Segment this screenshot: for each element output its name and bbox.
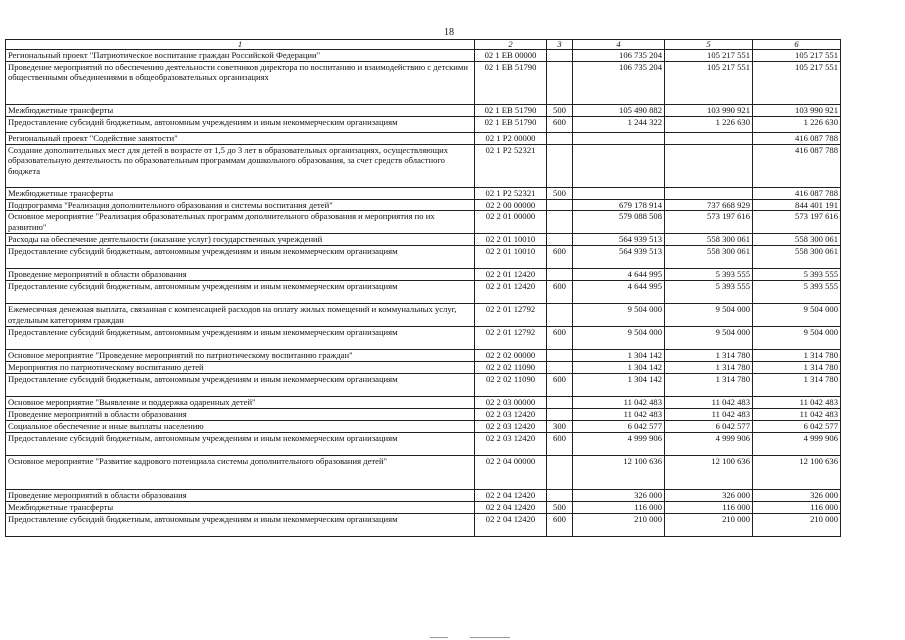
cell-name: Проведение мероприятий в области образования: [6, 490, 475, 502]
cell-name: Межбюджетные трансферты: [6, 187, 475, 199]
cell-type: [547, 50, 573, 62]
cell-year3: 558 300 061: [753, 246, 841, 269]
cell-code: 02 2 01 10010: [475, 234, 547, 246]
table-row: [6, 327, 841, 350]
cell-year1: 106 735 204: [573, 61, 665, 104]
cell-year3: 210 000: [753, 513, 841, 536]
cell-year1: 9 504 000: [573, 304, 665, 327]
table-row: [6, 50, 841, 62]
cell-name: Проведение мероприятий в области образования: [6, 269, 475, 281]
cell-name: Предоставление субсидий бюджетным, автономным учреждениям и иным некоммерческим организациям: [6, 281, 475, 304]
cell-year1: 1 304 142: [573, 350, 665, 362]
cell-year1: 4 644 995: [573, 269, 665, 281]
cell-type: [547, 362, 573, 374]
cell-code: 02 2 03 12420: [475, 409, 547, 421]
cell-type: 600: [547, 116, 573, 132]
table-row: [6, 281, 841, 304]
cell-year3: 416 087 788: [753, 144, 841, 187]
cell-year2: 6 042 577: [665, 421, 753, 433]
cell-year2: 558 300 061: [665, 246, 753, 269]
cell-name: Предоставление субсидий бюджетным, автономным учреждениям и иным некоммерческим организациям: [6, 433, 475, 456]
cell-code: 02 2 00 00000: [475, 199, 547, 211]
budget-table: [5, 39, 841, 537]
cell-type: 600: [547, 433, 573, 456]
cell-name: Основное мероприятие "Реализация образовательных программ дополнительного образования и мероприятия по их развитию": [6, 211, 475, 234]
cell-year1: 1 304 142: [573, 362, 665, 374]
cell-year3: 105 217 551: [753, 50, 841, 62]
table-row: [6, 513, 841, 536]
cell-year1: 11 042 483: [573, 397, 665, 409]
table-row: [6, 456, 841, 490]
cell-type: 500: [547, 187, 573, 199]
cell-type: [547, 234, 573, 246]
table-row: [6, 490, 841, 502]
cell-year2: 1 314 780: [665, 374, 753, 397]
cell-name: Межбюджетные трансферты: [6, 104, 475, 116]
cell-year2: 116 000: [665, 501, 753, 513]
cell-name: Расходы на обеспечение деятельности (оказание услуг) государственных учреждений: [6, 234, 475, 246]
cell-type: 600: [547, 374, 573, 397]
cell-year3: 416 087 788: [753, 132, 841, 144]
cell-year3: 105 217 551: [753, 61, 841, 104]
table-row: [6, 501, 841, 513]
cell-type: 300: [547, 421, 573, 433]
cell-code: 02 2 02 11090: [475, 362, 547, 374]
cell-name: Региональный проект "Содействие занятости": [6, 132, 475, 144]
cell-type: 600: [547, 327, 573, 350]
cell-name: Предоставление субсидий бюджетным, автономным учреждениям и иным некоммерческим организациям: [6, 374, 475, 397]
cell-name: Предоставление субсидий бюджетным, автономным учреждениям и иным некоммерческим организациям: [6, 116, 475, 132]
cell-code: 02 2 04 00000: [475, 456, 547, 490]
cell-code: 02 2 02 00000: [475, 350, 547, 362]
cell-type: [547, 211, 573, 234]
cell-type: [547, 144, 573, 187]
cell-code: 02 2 01 12792: [475, 304, 547, 327]
cell-year2: 103 990 921: [665, 104, 753, 116]
cell-year1: [573, 144, 665, 187]
cell-year1: 4 999 906: [573, 433, 665, 456]
cell-name: Основное мероприятие "Развитие кадрового потенциала системы дополнительного образования детей": [6, 456, 475, 490]
cell-name: Мероприятия по патриотическому воспитанию детей: [6, 362, 475, 374]
cell-type: [547, 397, 573, 409]
cell-type: [547, 61, 573, 104]
cell-year3: 1 314 780: [753, 362, 841, 374]
cell-name: Межбюджетные трансферты: [6, 501, 475, 513]
cell-name: Проведение мероприятий в области образования: [6, 409, 475, 421]
table-row: [6, 374, 841, 397]
cell-year1: 9 504 000: [573, 327, 665, 350]
table-row: [6, 234, 841, 246]
cell-code: 02 2 01 12420: [475, 281, 547, 304]
cell-year2: 5 393 555: [665, 269, 753, 281]
cell-year1: 4 644 995: [573, 281, 665, 304]
col-header-code: 2: [475, 40, 547, 50]
cell-year3: 11 042 483: [753, 409, 841, 421]
table-row: [6, 397, 841, 409]
table-row: [6, 421, 841, 433]
cell-type: [547, 456, 573, 490]
table-row: [6, 132, 841, 144]
cell-year3: 326 000: [753, 490, 841, 502]
cell-name: Предоставление субсидий бюджетным, автономным учреждениям и иным некоммерческим организациям: [6, 513, 475, 536]
cell-year3: 11 042 483: [753, 397, 841, 409]
cell-year3: 5 393 555: [753, 269, 841, 281]
cell-type: [547, 304, 573, 327]
table-row: [6, 433, 841, 456]
cell-year2: [665, 144, 753, 187]
cell-year3: 6 042 577: [753, 421, 841, 433]
table-row: [6, 199, 841, 211]
table-row: [6, 104, 841, 116]
cell-year1: 1 304 142: [573, 374, 665, 397]
cell-name: Основное мероприятие "Проведение мероприятий по патриотическому воспитанию граждан": [6, 350, 475, 362]
cell-year2: 1 226 630: [665, 116, 753, 132]
table-row: [6, 116, 841, 132]
table-row: [6, 304, 841, 327]
cell-year2: 1 314 780: [665, 350, 753, 362]
cell-type: [547, 269, 573, 281]
cell-name: Проведение мероприятий по обеспечению деятельности советников директора по воспитанию и взаимодействию с детскими общественными объединениями в общеобразовательных организациях: [6, 61, 475, 104]
cell-year3: 416 087 788: [753, 187, 841, 199]
header-row: [6, 40, 841, 50]
col-header-year3: 6: [753, 40, 841, 50]
cell-code: 02 1 P2 52321: [475, 187, 547, 199]
cell-name: Подпрограмма "Реализация дополнительного образования и системы воспитания детей": [6, 199, 475, 211]
cell-code: 02 2 03 12420: [475, 433, 547, 456]
scan-edge-marks: [0, 636, 905, 640]
cell-year1: 12 100 636: [573, 456, 665, 490]
cell-year2: 4 999 906: [665, 433, 753, 456]
page-number: 18: [444, 27, 454, 38]
cell-year3: 12 100 636: [753, 456, 841, 490]
cell-year3: 844 401 191: [753, 199, 841, 211]
cell-type: [547, 132, 573, 144]
cell-code: 02 1 EB 51790: [475, 61, 547, 104]
cell-year1: 579 088 508: [573, 211, 665, 234]
cell-year3: 573 197 616: [753, 211, 841, 234]
cell-year3: 1 314 780: [753, 350, 841, 362]
cell-code: 02 2 01 10010: [475, 246, 547, 269]
cell-year2: 5 393 555: [665, 281, 753, 304]
cell-year1: 106 735 204: [573, 50, 665, 62]
cell-name: Региональный проект "Патриотическое воспитание граждан Российской Федерации": [6, 50, 475, 62]
table-row: [6, 144, 841, 187]
col-header-name: 1: [6, 40, 475, 50]
cell-year1: [573, 132, 665, 144]
cell-year1: 564 939 513: [573, 246, 665, 269]
cell-year3: 1 314 780: [753, 374, 841, 397]
table-row: [6, 187, 841, 199]
cell-year2: 573 197 616: [665, 211, 753, 234]
cell-code: 02 1 EB 51790: [475, 116, 547, 132]
cell-code: 02 2 03 00000: [475, 397, 547, 409]
cell-type: [547, 409, 573, 421]
cell-type: 500: [547, 501, 573, 513]
cell-year1: 105 490 882: [573, 104, 665, 116]
cell-code: 02 2 01 12420: [475, 269, 547, 281]
cell-code: 02 2 04 12420: [475, 490, 547, 502]
cell-year2: 12 100 636: [665, 456, 753, 490]
cell-name: Предоставление субсидий бюджетным, автономным учреждениям и иным некоммерческим организациям: [6, 246, 475, 269]
cell-code: 02 2 02 11090: [475, 374, 547, 397]
cell-code: 02 1 P2 00000: [475, 132, 547, 144]
cell-type: 600: [547, 281, 573, 304]
cell-year1: 326 000: [573, 490, 665, 502]
cell-year2: [665, 187, 753, 199]
cell-year1: 564 939 513: [573, 234, 665, 246]
cell-year2: 1 314 780: [665, 362, 753, 374]
cell-year2: 9 504 000: [665, 327, 753, 350]
cell-year2: 326 000: [665, 490, 753, 502]
cell-code: 02 2 01 12792: [475, 327, 547, 350]
table-row: [6, 61, 841, 104]
table-row: [6, 211, 841, 234]
cell-year1: 679 178 914: [573, 199, 665, 211]
cell-type: 600: [547, 246, 573, 269]
table-row: [6, 246, 841, 269]
cell-year2: 11 042 483: [665, 397, 753, 409]
cell-year1: 210 000: [573, 513, 665, 536]
cell-year1: 6 042 577: [573, 421, 665, 433]
cell-name: Социальное обеспечение и иные выплаты населению: [6, 421, 475, 433]
cell-name: Создание дополнительных мест для детей в возрасте от 1,5 до 3 лет в образовательных организациях, осуществляющих образовательную деятельность по образовательным программам дошкольного образования, за счет средств областного бюджета: [6, 144, 475, 187]
col-header-type: 3: [547, 40, 573, 50]
cell-year2: [665, 132, 753, 144]
cell-year3: 9 504 000: [753, 304, 841, 327]
cell-type: [547, 490, 573, 502]
table-row: [6, 269, 841, 281]
cell-type: 500: [547, 104, 573, 116]
cell-code: 02 1 P2 52321: [475, 144, 547, 187]
col-header-year2: 5: [665, 40, 753, 50]
cell-year3: 9 504 000: [753, 327, 841, 350]
cell-type: 600: [547, 513, 573, 536]
cell-year2: 737 668 929: [665, 199, 753, 211]
cell-year2: 105 217 551: [665, 50, 753, 62]
cell-year2: 210 000: [665, 513, 753, 536]
cell-year2: 9 504 000: [665, 304, 753, 327]
cell-year3: 103 990 921: [753, 104, 841, 116]
cell-year1: 11 042 483: [573, 409, 665, 421]
cell-year2: 11 042 483: [665, 409, 753, 421]
cell-name: Предоставление субсидий бюджетным, автономным учреждениям и иным некоммерческим организациям: [6, 327, 475, 350]
cell-code: 02 2 04 12420: [475, 513, 547, 536]
cell-year3: 4 999 906: [753, 433, 841, 456]
cell-name: Основное мероприятие "Выявление и поддержка одаренных детей": [6, 397, 475, 409]
cell-code: 02 1 EB 00000: [475, 50, 547, 62]
cell-code: 02 1 EB 51790: [475, 104, 547, 116]
cell-year3: 1 226 630: [753, 116, 841, 132]
col-header-year1: 4: [573, 40, 665, 50]
cell-year2: 105 217 551: [665, 61, 753, 104]
cell-name: Ежемесячная денежная выплата, связанная с компенсацией расходов на оплату жилых помещений и коммунальных услуг, отдельным категориям граждан: [6, 304, 475, 327]
cell-code: 02 2 01 00000: [475, 211, 547, 234]
cell-year3: 5 393 555: [753, 281, 841, 304]
cell-year3: 558 300 061: [753, 234, 841, 246]
cell-type: [547, 350, 573, 362]
table-row: [6, 350, 841, 362]
cell-year1: [573, 187, 665, 199]
cell-year1: 116 000: [573, 501, 665, 513]
table-row: [6, 409, 841, 421]
cell-year1: 1 244 322: [573, 116, 665, 132]
cell-year3: 116 000: [753, 501, 841, 513]
cell-type: [547, 199, 573, 211]
table-row: [6, 362, 841, 374]
cell-code: 02 2 04 12420: [475, 501, 547, 513]
cell-code: 02 2 03 12420: [475, 421, 547, 433]
cell-year2: 558 300 061: [665, 234, 753, 246]
